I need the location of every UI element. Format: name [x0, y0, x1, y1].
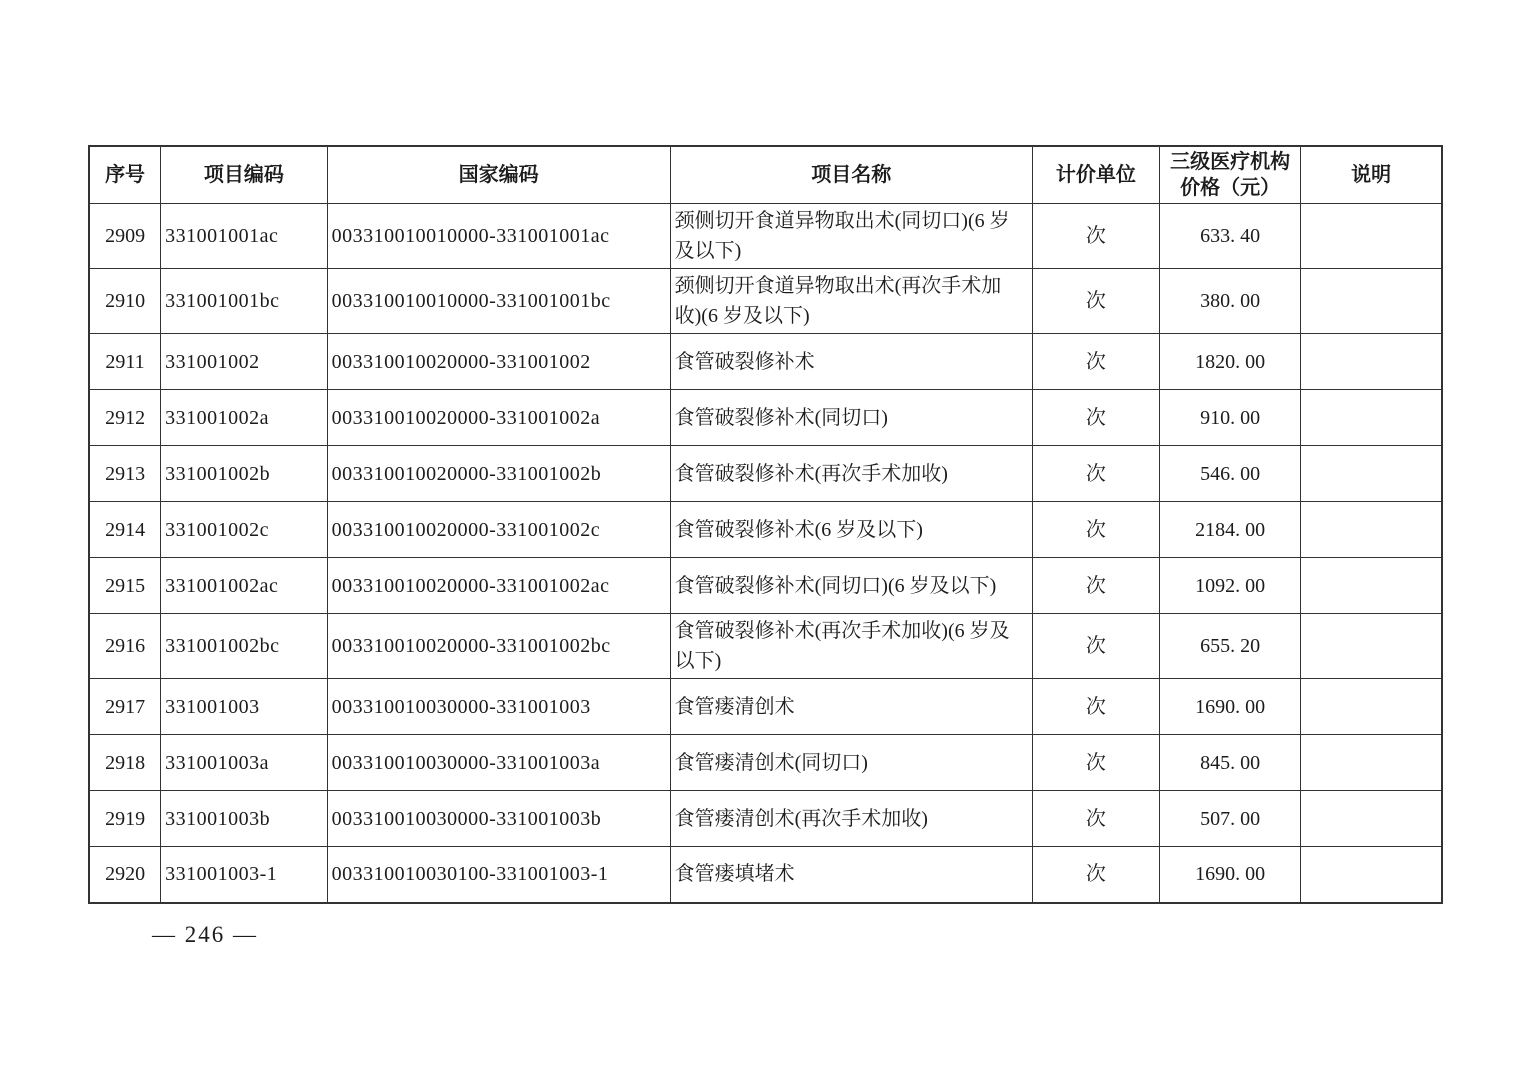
cell-item-name: 食管瘘清创术(同切口) — [670, 735, 1032, 791]
cell-note — [1301, 334, 1442, 390]
col-header-national-code: 国家编码 — [327, 146, 670, 204]
cell-item-name: 食管破裂修补术(同切口) — [670, 390, 1032, 446]
cell-item-name: 食管破裂修补术(6 岁及以下) — [670, 502, 1032, 558]
cell-note — [1301, 614, 1442, 679]
cell-item-code: 331001001ac — [161, 204, 327, 269]
cell-index: 2920 — [89, 847, 161, 903]
cell-item-code: 331001002b — [161, 446, 327, 502]
col-header-unit: 计价单位 — [1032, 146, 1159, 204]
cell-item-code: 331001002c — [161, 502, 327, 558]
cell-price: 380. 00 — [1159, 269, 1300, 334]
table-row — [89, 558, 1442, 614]
col-header-index: 序号 — [89, 146, 161, 204]
cell-unit: 次 — [1032, 679, 1159, 735]
cell-price: 1690. 00 — [1159, 847, 1300, 903]
col-header-item-code: 项目编码 — [161, 146, 327, 204]
cell-national-code: 003310010010000-331001001ac — [327, 204, 670, 269]
cell-index: 2915 — [89, 558, 161, 614]
cell-index: 2917 — [89, 679, 161, 735]
cell-item-code: 331001003 — [161, 679, 327, 735]
table-body — [89, 204, 1442, 903]
cell-price: 1092. 00 — [1159, 558, 1300, 614]
table-row — [89, 791, 1442, 847]
price-table — [88, 145, 1443, 904]
cell-national-code: 003310010030000-331001003b — [327, 791, 670, 847]
cell-item-code: 331001001bc — [161, 269, 327, 334]
cell-item-name: 颈侧切开食道异物取出术(同切口)(6 岁及以下) — [670, 204, 1032, 269]
col-header-item-name: 项目名称 — [670, 146, 1032, 204]
page-number: — 246 — — [152, 922, 258, 947]
cell-unit: 次 — [1032, 558, 1159, 614]
cell-index: 2916 — [89, 614, 161, 679]
cell-item-name: 食管破裂修补术 — [670, 334, 1032, 390]
cell-note — [1301, 735, 1442, 791]
cell-item-name: 颈侧切开食道异物取出术(再次手术加收)(6 岁及以下) — [670, 269, 1032, 334]
cell-item-code: 331001002 — [161, 334, 327, 390]
col-header-note: 说明 — [1301, 146, 1442, 204]
cell-unit: 次 — [1032, 847, 1159, 903]
cell-national-code: 003310010020000-331001002a — [327, 390, 670, 446]
cell-unit: 次 — [1032, 446, 1159, 502]
cell-national-code: 003310010030000-331001003 — [327, 679, 670, 735]
table-row — [89, 446, 1442, 502]
cell-price: 2184. 00 — [1159, 502, 1300, 558]
cell-index: 2919 — [89, 791, 161, 847]
cell-note — [1301, 446, 1442, 502]
cell-index: 2914 — [89, 502, 161, 558]
cell-item-code: 331001002bc — [161, 614, 327, 679]
cell-index: 2918 — [89, 735, 161, 791]
cell-unit: 次 — [1032, 735, 1159, 791]
cell-item-code: 331001003a — [161, 735, 327, 791]
cell-price: 546. 00 — [1159, 446, 1300, 502]
cell-index: 2910 — [89, 269, 161, 334]
cell-national-code: 003310010020000-331001002ac — [327, 558, 670, 614]
cell-index: 2909 — [89, 204, 161, 269]
cell-note — [1301, 847, 1442, 903]
cell-note — [1301, 791, 1442, 847]
cell-note — [1301, 502, 1442, 558]
cell-national-code: 003310010020000-331001002c — [327, 502, 670, 558]
cell-item-name: 食管破裂修补术(再次手术加收) — [670, 446, 1032, 502]
cell-index: 2911 — [89, 334, 161, 390]
cell-national-code: 003310010030000-331001003a — [327, 735, 670, 791]
cell-item-name: 食管破裂修补术(同切口)(6 岁及以下) — [670, 558, 1032, 614]
cell-index: 2912 — [89, 390, 161, 446]
table-row — [89, 847, 1442, 903]
cell-note — [1301, 269, 1442, 334]
cell-unit: 次 — [1032, 791, 1159, 847]
cell-note — [1301, 679, 1442, 735]
cell-item-name: 食管瘘填堵术 — [670, 847, 1032, 903]
cell-item-code: 331001003b — [161, 791, 327, 847]
cell-note — [1301, 204, 1442, 269]
cell-unit: 次 — [1032, 204, 1159, 269]
cell-national-code: 003310010020000-331001002 — [327, 334, 670, 390]
cell-price: 1820. 00 — [1159, 334, 1300, 390]
col-header-price: 三级医疗机构价格（元） — [1159, 146, 1300, 204]
cell-index: 2913 — [89, 446, 161, 502]
table-row — [89, 502, 1442, 558]
table-row — [89, 735, 1442, 791]
cell-item-code: 331001002ac — [161, 558, 327, 614]
cell-item-code: 331001003-1 — [161, 847, 327, 903]
cell-national-code: 003310010010000-331001001bc — [327, 269, 670, 334]
table-row — [89, 269, 1442, 334]
cell-national-code: 003310010030100-331001003-1 — [327, 847, 670, 903]
cell-price: 845. 00 — [1159, 735, 1300, 791]
table-row — [89, 334, 1442, 390]
cell-unit: 次 — [1032, 614, 1159, 679]
cell-unit: 次 — [1032, 334, 1159, 390]
table-row — [89, 614, 1442, 679]
table-row — [89, 679, 1442, 735]
cell-national-code: 003310010020000-331001002bc — [327, 614, 670, 679]
cell-price: 655. 20 — [1159, 614, 1300, 679]
cell-price: 633. 40 — [1159, 204, 1300, 269]
cell-national-code: 003310010020000-331001002b — [327, 446, 670, 502]
cell-unit: 次 — [1032, 269, 1159, 334]
cell-item-name: 食管破裂修补术(再次手术加收)(6 岁及以下) — [670, 614, 1032, 679]
table-header-row — [89, 146, 1442, 204]
cell-note — [1301, 558, 1442, 614]
cell-item-name: 食管瘘清创术 — [670, 679, 1032, 735]
cell-item-code: 331001002a — [161, 390, 327, 446]
table-row — [89, 390, 1442, 446]
cell-item-name: 食管瘘清创术(再次手术加收) — [670, 791, 1032, 847]
table-row — [89, 204, 1442, 269]
cell-unit: 次 — [1032, 502, 1159, 558]
cell-price: 1690. 00 — [1159, 679, 1300, 735]
cell-unit: 次 — [1032, 390, 1159, 446]
cell-price: 507. 00 — [1159, 791, 1300, 847]
cell-price: 910. 00 — [1159, 390, 1300, 446]
cell-note — [1301, 390, 1442, 446]
